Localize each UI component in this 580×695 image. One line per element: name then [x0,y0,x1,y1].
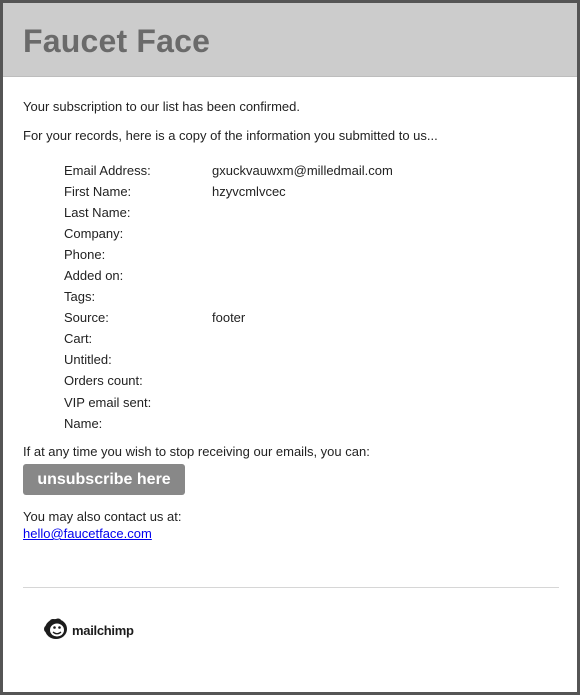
field-row [64,371,524,392]
field-label: First Name: [64,183,132,199]
field-row [64,329,524,350]
field-row [64,308,524,329]
confirmation-message: Your subscription to our list has been confirmed. [23,99,301,114]
field-label: Tags: [64,289,96,305]
field-row [64,181,524,202]
email-header [3,3,577,77]
field-row [64,287,524,308]
field-label: Added on: [64,268,124,284]
field-label: Source: [64,310,109,326]
field-row [64,392,524,413]
contact-email-link[interactable]: hello@faucetface.com [23,526,152,541]
field-label: Untitled: [64,352,112,368]
unsubscribe-button[interactable] [23,464,185,495]
mailchimp-brand-link[interactable] [43,615,134,646]
field-label: Phone: [64,246,106,262]
field-label: VIP email sent: [64,394,152,410]
field-label: Cart: [64,331,93,347]
field-label: Company: [64,225,124,241]
mailchimp-freddie-icon [43,615,69,646]
submitted-fields [64,160,524,434]
field-label: Name: [64,415,103,431]
field-row [64,223,524,244]
contact-text: You may also contact us at: [23,509,182,524]
mailchimp-wordmark: mailchimp [72,623,134,638]
field-value: gxuckvauwxm@milledmail.com [212,162,393,178]
field-row [64,202,524,223]
footer-divider [23,587,559,588]
field-value: footer [212,310,246,326]
field-row [64,413,524,434]
field-row [64,160,524,181]
stop-receiving-text: If at any time you wish to stop receiving our emails, you can: [23,444,370,459]
field-label: Email Address: [64,162,151,178]
brand-title: Faucet Face [23,23,211,59]
field-row [64,265,524,286]
field-row [64,350,524,371]
field-row [64,244,524,265]
unsubscribe-label: unsubscribe here [37,470,171,488]
field-label: Last Name: [64,204,131,220]
records-intro: For your records, here is a copy of the information you submitted to us... [23,128,438,143]
field-value: hzyvcmlvcec [212,183,286,199]
field-label: Orders count: [64,373,143,389]
